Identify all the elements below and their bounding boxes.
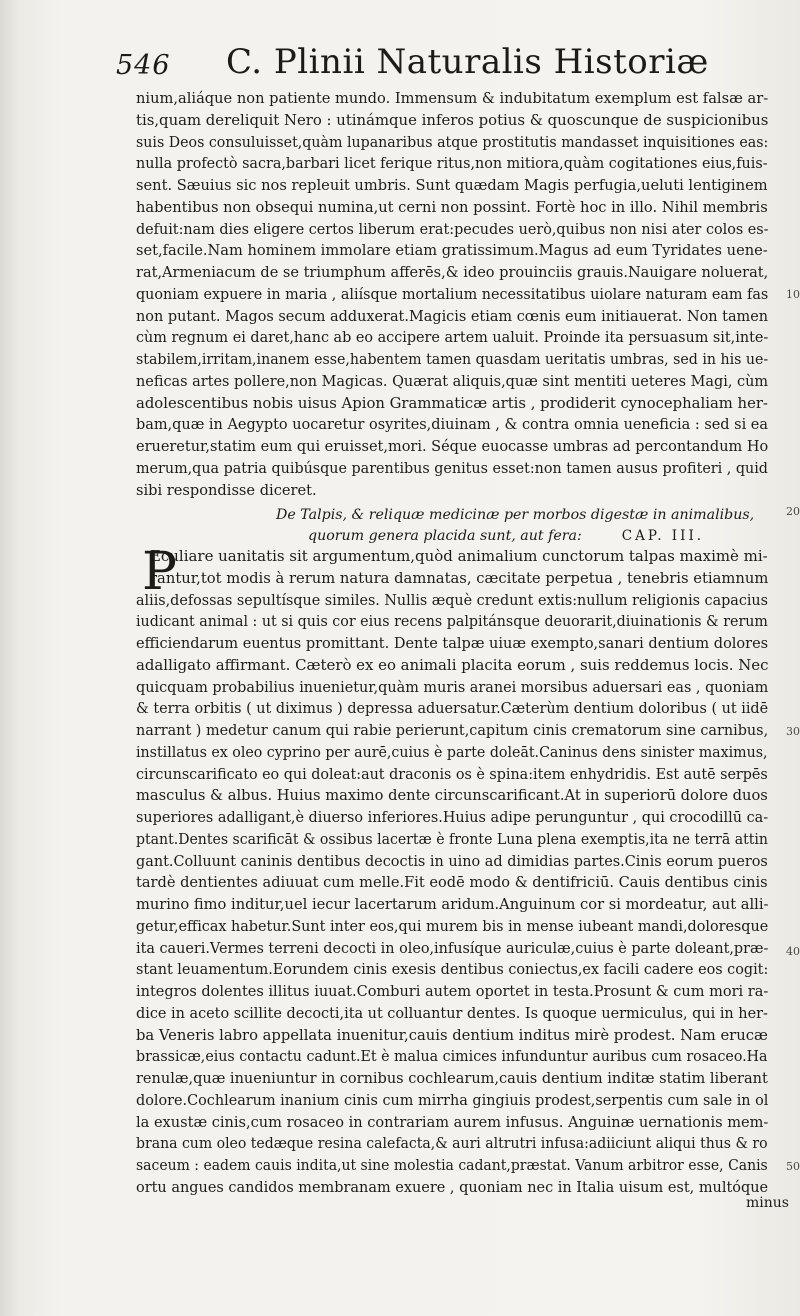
text-line-content: non putant. Magos secum adduxerat.Magicis etiam cœnis eum initiauerat. Non tamen [136,307,769,325]
text-line-content: circunscarificato eo qui doleat:aut draconis os è spina:item enhydridis. Est autē serpēs [136,765,768,783]
text-line-content: getur,efficax habetur.Sunt inter eos,qui murem bis in mense iubeant mandi,doloresque [136,917,769,935]
text-line [136,1090,768,1112]
text-line [136,110,768,132]
text-line-content: masculus & albus. Huius maximo dente circunscarificant.At in superiorū dolore duos [136,787,768,805]
text-line-content: & terra orbitis ( ut diximus ) depressa aduersatur.Cæterùm dentium doloribus ( ut iidē [136,700,769,718]
running-title: C. Plinii Naturalis Historiæ [226,42,709,82]
text-line [136,872,768,894]
text-line [136,480,768,502]
text-line [136,807,768,829]
text-line-content: gant.Colluunt caninis dentibus decoctis in uino ad dimidias partes.Cinis eorum pueros [136,852,768,870]
text-line-content: nium,aliáque non patiente mundo. Immensum & indubitatum exemplum est falsæ ar- [136,90,769,107]
text-line-content: dice in aceto scillite decocti,ita ut colluantur dentes. Is quoque uermiculus, qui in her- [136,1004,768,1022]
chapter-heading [136,505,768,547]
text-line-content: sent. Sæuius sic nos repleuit umbris. Sunt quædam Magis perfugia,ueluti lentiginem [136,177,768,194]
text-line [136,959,768,981]
text-line [136,894,768,916]
text-line [136,677,768,699]
drop-capital: P [142,542,177,602]
text-line [136,655,768,677]
text-line-content: quicquam probabilius inuenietur,quàm muris aranei morsibus aduersari eas , quoniam [136,678,769,696]
margin-line-number: 20 [786,505,800,518]
text-line-content: iudicant animal : ut si quis cor eius recens palpitánsque deuorarit,diuinationis & rerum [136,613,768,631]
text-line [136,262,768,284]
text-line-content: efficiendarum euentus promittant. Dente talpæ uiuæ exempto,sanari dentium dolores [136,635,769,652]
text-line [136,197,768,219]
text-line-content: brassicæ,eius contactu cadunt.Et è malua cimices infunduntur auribus cum rosaceo.Ha [136,1048,768,1066]
text-line-content: merum,qua patria quibúsque parentibus genitus esset:non tamen ausus profiteri , quid [136,459,768,477]
text-line [136,611,768,633]
text-line-content: brana cum oleo tedæque resina calefacta,& auri altrutri infusa:adiiciunt aliqui thus & ro [136,1135,768,1153]
text-line [136,938,768,960]
text-line [136,1025,768,1047]
text-line [136,916,768,938]
text-line-content: defuit:nam dies eligere certos liberum erat:pecudes uerò,quibus non nisi ater colos es- [136,220,769,238]
text-line [136,698,768,720]
text-line [136,327,768,349]
text-line [136,219,768,241]
text-line [136,1133,768,1155]
text-line-content: Eculiare uanitatis sit argumentum,quòd animalium cunctorum talpas maximè mi- [150,548,768,565]
text-line [136,829,768,851]
paragraph-2 [136,542,769,1199]
margin-line-number: 50 [786,1160,800,1173]
text-line [136,132,768,154]
text-line [136,436,768,458]
text-line [136,546,768,568]
text-line [136,981,768,1003]
text-line-content: instillatus ex oleo cyprino per aurē,cuius è parte doleāt.Caninus dens sinister maximus, [136,743,768,761]
text-line-content: cùm regnum ei daret,hanc ab eo accipere artem ualuit. Proinde ita persuasum sit,inte- [136,329,769,347]
text-line [136,785,768,807]
text-line [136,458,768,480]
text-line [136,742,768,764]
text-line [136,88,768,110]
text-line-content: neficas artes pollere,non Magicas. Quærat aliquis,quæ sint mentiti ueteres Magi, cùm [136,372,769,390]
text-line [136,284,768,306]
text-line [136,371,768,393]
text-line-content: quoniam expuere in maria , aliísque mortalium necessitatibus uiolare naturam eam fas [136,285,769,303]
margin-line-number: 30 [786,725,800,738]
text-line [136,590,768,612]
text-line [136,851,768,873]
catchword: minus [746,1195,789,1211]
text-line [136,568,768,590]
text-line-content: stant leuamentum.Eorundem cinis exesis dentibus coniectus,ex facili cadere eos cogit: [136,961,769,979]
text-line-content: narrant ) medetur canum qui rabie perierunt,capitum cinis crematorum sine carnibus, [136,722,769,739]
text-line [136,1003,768,1025]
chapter-heading-line-1: De Talpis, & reliquæ medicinæ per morbos digestæ in animalibus, [276,507,755,523]
chapter-heading-line-2 [136,526,768,547]
text-line-content: tardè dentientes adiuuat cum melle.Fit eodē modo & dentifriciū. Cauis dentibus cinis [136,874,768,892]
text-line-content: stabilem,irritam,inanem esse,habentem tamen quasdam ueritatis umbras, sed in his ue- [136,351,769,368]
text-line-content: murino fimo inditur,uel iecur lacertarum aridum.Anguinum cor si mordeatur, aut alli- [136,896,769,913]
text-line [136,1068,768,1090]
text-line-content: set,facile.Nam hominem immolare etiam gratissimum.Magus ad eum Tyridates uene- [136,242,768,260]
text-line-content: rantur,tot modis à rerum natura damnatas, cæcitate perpetua , tenebris etiamnum [150,569,769,587]
text-line [136,393,768,415]
text-line [136,1046,768,1068]
text-line-content: adolescentibus nobis uisus Apion Grammaticæ artis , prodiderit cynocephaliam her- [136,394,768,412]
text-line-content: ba Veneris labro appellata inuenitur,cauis dentium inditus mirè prodest. Nam erucæ [136,1026,768,1044]
text-line-content: adalligato affirmant. Cæterò ex eo animali placita eorum , suis reddemus locis. Nec [136,656,769,674]
text-line-content: habentibus non obsequi numina,ut cerni non possint. Fortè hoc in illo. Nihil membris [136,198,768,216]
text-line-content: la exustæ cinis,cum rosaceo in contrariam aurem infusus. Anguinæ uernationis mem- [136,1113,769,1131]
text-line-content: renulæ,quæ inueniuntur in cornibus cochlearum,cauis dentium inditæ statim liberant [136,1070,768,1087]
text-line [136,153,768,175]
text-line-content: superiores adalligant,è diuerso inferiores.Huius adipe perunguntur , qui crocodillū ca- [136,809,769,826]
chapter-label: CAP. III. [621,528,705,544]
text-line-content: erueretur,statim eum qui eruisset,mori. Séque euocasse umbras ad percontandum Ho [136,438,769,455]
margin-line-number: 10 [786,288,800,301]
text-line-content: dolore.Cochlearum inanium cinis cum mirrha gingiuis prodest,serpentis cum sale in ol [136,1091,769,1109]
text-line [136,240,768,262]
text-line-content: ortu angues candidos membranam exuere , quoniam nec in Italia uisum est, multóque [136,1178,769,1196]
text-line-content: ita caueri.Vermes terreni decocti in oleo,infusíque auriculæ,cuius è parte doleant,præ- [136,939,769,957]
text-line [136,764,768,786]
text-line-content: tis,quam dereliquit Nero : utinámque inferos potius & quoscunque de suspicionibus [136,111,769,129]
text-line-content: suis Deos consuluisset,quàm lupanaribus atque prostitutis mandasset inquisitiones eas: [136,133,769,151]
text-line [136,306,768,328]
text-line-content: integros dolentes illitus iuuat.Comburi autem oportet in testa.Prosunt & cum mori ra- [136,983,769,1000]
text-line [136,349,768,371]
text-line [136,1177,768,1199]
text-line-content: saceum : eadem cauis indita,ut sine molestia cadant,præstat. Vanum arbitror esse, Canis [136,1157,768,1174]
text-line [136,1112,768,1134]
text-line [136,633,768,655]
page-number: 546 [116,50,171,81]
text-line-content: nulla profectò sacra,barbari licet ferique ritus,non mitiora,quàm cogitationes eius,fuis- [136,155,768,173]
text-line [136,1155,768,1177]
text-line-content: rat,Armeniacum de se triumphum afferēs,& ideo prouinciis grauis.Nauigare noluerat, [136,264,769,281]
text-line [136,720,768,742]
margin-line-number: 40 [786,945,800,958]
text-line-content: ptant.Dentes scarificāt & ossibus lacertæ è fronte Luna plena exemptis,ita ne terrā attin [136,830,768,848]
text-line [136,175,768,197]
text-line-content: bam,quæ in Aegypto uocaretur osyrites,diuinam , & contra omnia ueneficia : sed si ea [136,416,768,434]
chapter-heading-line-2-text: quorum genera placida sunt, aut fera: [308,528,582,544]
text-line [136,414,768,436]
text-line-content: sibi respondisse diceret. [136,481,317,499]
page-header [116,42,736,92]
text-line-content: aliis,defossas sepultísque similes. Nullis æquè credunt extis:nullum religionis capacius [136,591,769,609]
paragraph-1 [136,88,768,501]
